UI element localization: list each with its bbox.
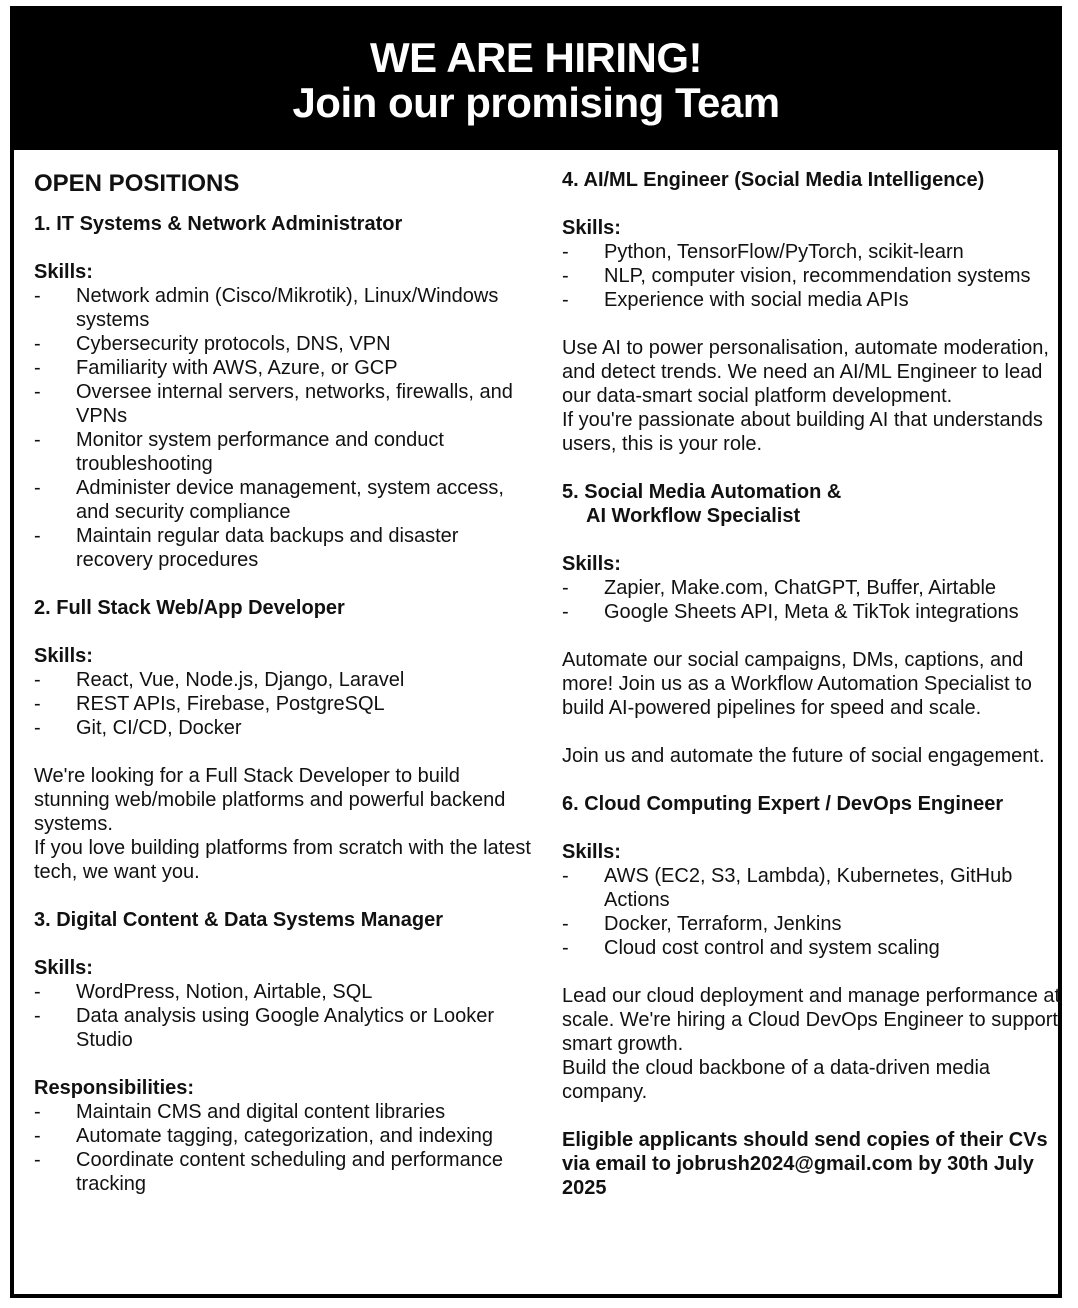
bullet-dash: - [34, 285, 41, 307]
list-item: - Cloud cost control and system scaling [562, 937, 940, 959]
position-5 [562, 480, 1062, 768]
bullet-dash: - [562, 577, 569, 599]
bullet-dash: - [34, 429, 41, 451]
skills-label: Skills: [34, 645, 93, 667]
bullet-dash: - [34, 525, 41, 547]
bullet-dash: - [34, 693, 41, 715]
bullet-dash: - [562, 865, 569, 887]
bullet-dash: - [34, 717, 41, 739]
responsibilities-list [34, 1100, 534, 1196]
list-item: - Docker, Terraform, Jenkins [562, 913, 842, 935]
list-item: - Automate tagging, categorization, and indexing [34, 1125, 493, 1147]
list-item: - Data analysis using Google Analytics or Looker Studio [34, 1005, 495, 1051]
position-6 [562, 792, 1062, 1200]
skills-label: Skills: [34, 957, 93, 979]
left-column [34, 170, 534, 1220]
banner-headline: WE ARE HIRING! [369, 34, 703, 81]
right-column [562, 168, 1062, 1224]
position-2 [34, 596, 534, 884]
position-description: Lead our cloud deployment and manage performance at scale. We're hiring a Cloud DevOps Engineer to support smart growth. Build the cloud backbone of a data-driven media company. [562, 985, 1061, 1103]
skills-label: Skills: [562, 553, 621, 575]
bullet-dash: - [34, 1101, 41, 1123]
list-item: - Network admin (Cisco/Mikrotik), Linux/Windows systems [34, 285, 499, 331]
list-item: - REST APIs, Firebase, PostgreSQL [34, 693, 385, 715]
hiring-banner [14, 10, 1058, 150]
position-4 [562, 168, 1062, 456]
bullet-dash: - [34, 381, 41, 403]
position-title: 6. Cloud Computing Expert / DevOps Engineer [562, 793, 1004, 815]
skills-list [34, 284, 534, 572]
list-item: - AWS (EC2, S3, Lambda), Kubernetes, GitHub Actions [562, 865, 1013, 911]
list-item: - Administer device management, system access, and security compliance [34, 477, 504, 523]
skills-list [562, 240, 1062, 312]
job-advert [10, 6, 1062, 1298]
list-item: - Cybersecurity protocols, DNS, VPN [34, 333, 391, 355]
list-item: - Familiarity with AWS, Azure, or GCP [34, 357, 398, 379]
bullet-dash: - [562, 937, 569, 959]
position-title: 2. Full Stack Web/App Developer [34, 597, 345, 619]
list-item: - WordPress, Notion, Airtable, SQL [34, 981, 373, 1003]
position-title: 5. Social Media Automation & AI Workflow Specialist [562, 481, 842, 527]
skills-list [34, 668, 534, 740]
banner-subheadline: Join our promising Team [292, 79, 780, 126]
position-title: 3. Digital Content & Data Systems Manager [34, 909, 443, 931]
skills-list [562, 864, 1062, 960]
bullet-dash: - [34, 669, 41, 691]
bullet-dash: - [562, 601, 569, 623]
position-description: Automate our social campaigns, DMs, captions, and more! Join us as a Workflow Automation Specialist to build AI-powered pipelines for speed and scale. [562, 649, 1032, 719]
application-instructions: Eligible applicants should send copies of their CVs via email to jobrush2024@gmail.com by 30th July 2025 [562, 1129, 1048, 1199]
skills-label: Skills: [562, 217, 621, 239]
bullet-dash: - [34, 357, 41, 379]
position-1 [34, 212, 534, 572]
bullet-dash: - [562, 265, 569, 287]
position-description: Use AI to power personalisation, automate moderation, and detect trends. We need an AI/ML Engineer to lead our data-smart social platform development. If you're passionate about building AI that understands users, this is your role. [562, 337, 1049, 455]
list-item: - React, Vue, Node.js, Django, Laravel [34, 669, 405, 691]
open-positions-heading: OPEN POSITIONS [34, 170, 240, 197]
position-title: 4. AI/ML Engineer (Social Media Intelligence) [562, 169, 985, 191]
bullet-dash: - [562, 289, 569, 311]
bullet-dash: - [34, 477, 41, 499]
bullet-dash: - [34, 1125, 41, 1147]
skills-list [562, 576, 1062, 624]
bullet-dash: - [34, 981, 41, 1003]
bullet-dash: - [34, 333, 41, 355]
list-item: - Maintain regular data backups and disaster recovery procedures [34, 525, 459, 571]
skills-label: Skills: [562, 841, 621, 863]
list-item: - Git, CI/CD, Docker [34, 717, 242, 739]
list-item: - Oversee internal servers, networks, firewalls, and VPNs [34, 381, 513, 427]
position-title: 1. IT Systems & Network Administrator [34, 213, 403, 235]
list-item: - Maintain CMS and digital content libraries [34, 1101, 446, 1123]
list-item: - Experience with social media APIs [562, 289, 909, 311]
list-item: - Zapier, Make.com, ChatGPT, Buffer, Airtable [562, 577, 997, 599]
skills-label: Skills: [34, 261, 93, 283]
bullet-dash: - [34, 1149, 41, 1171]
list-item: - NLP, computer vision, recommendation systems [562, 265, 1031, 287]
list-item: - Monitor system performance and conduct troubleshooting [34, 429, 444, 475]
responsibilities-label: Responsibilities: [34, 1077, 195, 1099]
list-item: - Google Sheets API, Meta & TikTok integrations [562, 601, 1019, 623]
position-3 [34, 908, 534, 1196]
list-item: - Coordinate content scheduling and performance tracking [34, 1149, 503, 1195]
list-item: - Python, TensorFlow/PyTorch, scikit-learn [562, 241, 964, 263]
bullet-dash: - [562, 241, 569, 263]
bullet-dash: - [34, 1005, 41, 1027]
position-description: We're looking for a Full Stack Developer to build stunning web/mobile platforms and powerful backend systems. If you love building platforms from scratch with the latest tech, we want you. [34, 765, 531, 883]
bullet-dash: - [562, 913, 569, 935]
position-description-extra: Join us and automate the future of social engagement. [562, 745, 1045, 767]
skills-list [34, 980, 534, 1052]
